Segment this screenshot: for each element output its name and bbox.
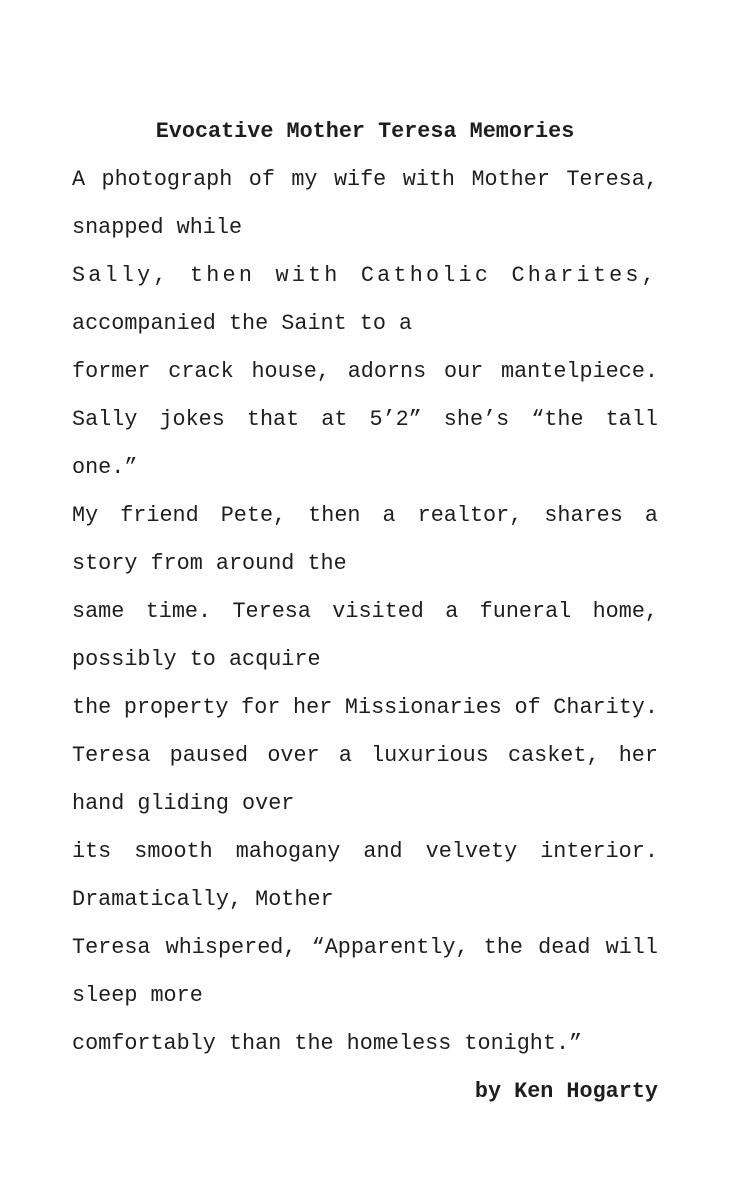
story-line: one.” (72, 455, 138, 480)
story-word: tall (605, 407, 658, 432)
story-word: luxurious (371, 743, 489, 768)
story-word: smooth (134, 839, 213, 864)
story-word: Charity. (553, 695, 658, 720)
story-word: home, (592, 599, 658, 624)
story-word: house, (251, 359, 330, 384)
story-word: mahogany (235, 839, 341, 864)
story-word: the (483, 935, 523, 960)
story-word: then (190, 263, 256, 288)
story-word: the (72, 695, 112, 720)
story-word: former (72, 359, 151, 384)
story-word: Teresa (72, 743, 151, 768)
story-word: realtor, (417, 503, 523, 528)
story-word: over (267, 743, 320, 768)
story-word: of (248, 167, 275, 192)
story-word: velvety (425, 839, 518, 864)
story-word: a (445, 599, 459, 624)
story-word: “the (531, 407, 584, 432)
story-word: Catholic (360, 263, 492, 288)
story-word: my (291, 167, 318, 192)
story-word: a (338, 743, 352, 768)
story-word: that (246, 407, 300, 432)
story-word: photograph (101, 167, 233, 192)
story-word: for (241, 695, 281, 720)
story-text (72, 156, 658, 1068)
story-word: casket, (507, 743, 600, 768)
document-title: Evocative Mother Teresa Memories (155, 119, 575, 144)
story-word: My (72, 503, 99, 528)
story-line (72, 492, 658, 540)
story-word: visited (332, 599, 424, 624)
story-word: crack (168, 359, 234, 384)
story-word: Pete, (220, 503, 287, 528)
story-word: dead (538, 935, 591, 960)
story-word: interior. (540, 839, 658, 864)
story-line: Dramatically, Mother (72, 887, 334, 912)
story-line: sleep more (72, 983, 203, 1008)
story-line (72, 732, 658, 780)
story-line (72, 348, 658, 396)
story-line: accompanied the Saint to a (72, 311, 413, 336)
story-line (72, 252, 658, 300)
story-word: friend (120, 503, 199, 528)
story-line: hand gliding over (72, 791, 295, 816)
story-word: Teresa, (566, 167, 658, 192)
story-word: a (382, 503, 396, 528)
story-line: snapped while (72, 215, 243, 240)
story-word: Teresa (72, 935, 151, 960)
story-word: adorns (347, 359, 427, 384)
story-line (72, 828, 658, 876)
story-word: its (72, 839, 112, 864)
story-line: comfortably than the homeless tonight.” (72, 1031, 583, 1056)
story-word: at (321, 407, 348, 432)
story-line (72, 924, 658, 972)
story-word: “Apparently, (311, 935, 469, 960)
byline: by Ken Hogarty (474, 1079, 658, 1104)
story-word: her (293, 695, 333, 720)
story-word: funeral (479, 599, 572, 624)
story-word: and (363, 839, 403, 864)
story-word: whispered, (165, 935, 297, 960)
story-word: Teresa (232, 599, 311, 624)
story-word: with (402, 167, 456, 192)
story-word: with (275, 263, 341, 288)
story-line (72, 588, 658, 636)
story-word: Missionaries (344, 695, 502, 720)
story-word: jokes (159, 407, 225, 432)
story-line (72, 684, 658, 732)
story-word: her (618, 743, 658, 768)
story-word: she’s (443, 407, 510, 432)
story-word: Sally (72, 407, 138, 432)
story-word: Mother (471, 167, 550, 192)
story-word: shares (544, 503, 623, 528)
story-word: will (605, 935, 658, 960)
story-word: 5’2” (369, 407, 422, 432)
story-word: property (123, 695, 229, 720)
story-line (72, 156, 658, 204)
story-word: paused (169, 743, 249, 768)
story-word: time. (145, 599, 212, 624)
story-word: same (72, 599, 125, 624)
story-word: A (72, 167, 86, 192)
story-word: Sally, (72, 263, 170, 288)
story-word: of (514, 695, 541, 720)
story-word: mantelpiece. (501, 359, 658, 384)
story-line: story from around the (72, 551, 347, 576)
story-word: wife (333, 167, 387, 192)
story-word: Charites, (511, 263, 658, 288)
story-word: our (443, 359, 484, 384)
story-word: then (308, 503, 361, 528)
story-line: possibly to acquire (72, 647, 321, 672)
story-line (72, 396, 658, 444)
story-word: a (644, 503, 658, 528)
